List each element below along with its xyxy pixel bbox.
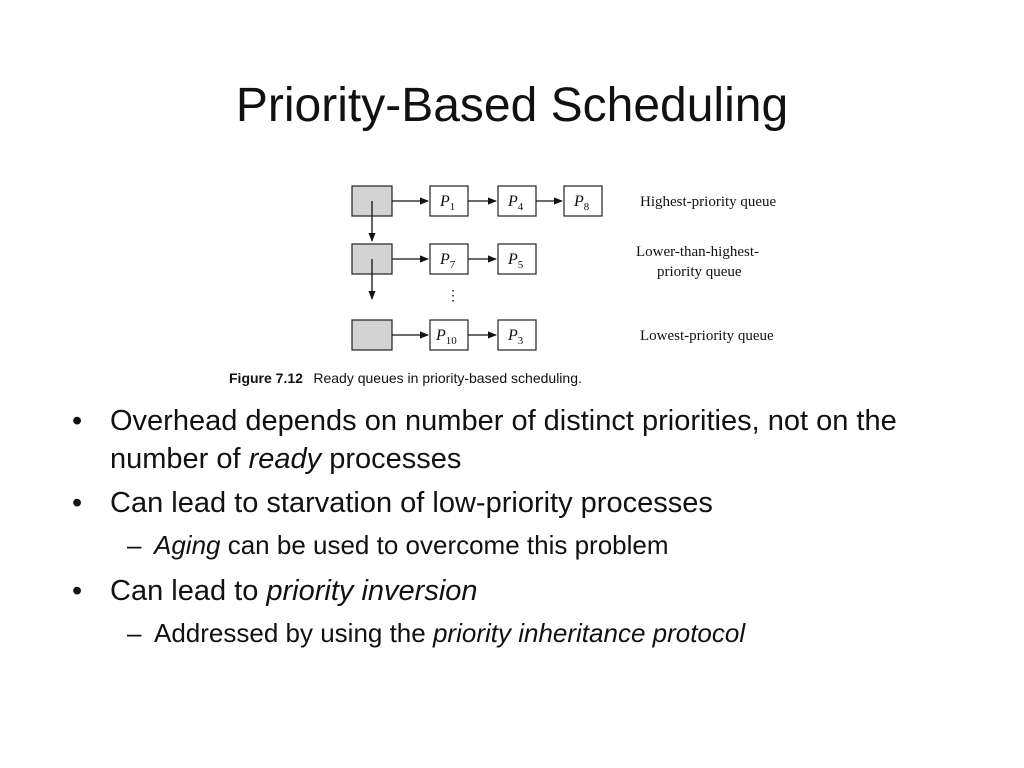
slide-title: Priority-Based Scheduling [235,79,789,132]
queue-label-lower: Lower-than-highest- [636,244,759,260]
bullet-priority-inversion: • Can lead to priority inversion [72,572,972,610]
process-label: $P_3$ [508,327,524,347]
process-label: $P_7$ [440,251,456,271]
caption-number: Figure 7.12 [229,370,303,386]
process-label: $P_1$ [440,193,456,213]
queue-label-lower-line2: priority queue [657,264,742,280]
queue-label-lowest: Lowest-priority queue [640,328,774,344]
process-label: $P_5$ [508,251,524,271]
caption-text: Ready queues in priority-based scheduling. [313,370,582,386]
figure-caption [229,370,582,387]
queue-header-node [352,320,392,350]
process-label: $P_{10}$ [436,327,457,347]
bullet-starvation: • Can lead to starvation of low-priority processes [72,484,972,522]
sub-bullet-aging: – Aging can be used to overcome this problem [72,528,972,562]
ellipsis-icon: ⋮ [446,289,460,304]
process-label: $P_8$ [574,193,590,213]
queue-label-highest: Highest-priority queue [640,194,777,210]
process-label: $P_4$ [508,193,524,213]
bullet-overhead: • Overhead depends on number of distinct priorities, not on the number of ready processes [72,402,972,478]
bullet-list [72,402,972,660]
sub-bullet-inheritance: – Addressed by using the priority inheritance protocol [72,616,972,650]
